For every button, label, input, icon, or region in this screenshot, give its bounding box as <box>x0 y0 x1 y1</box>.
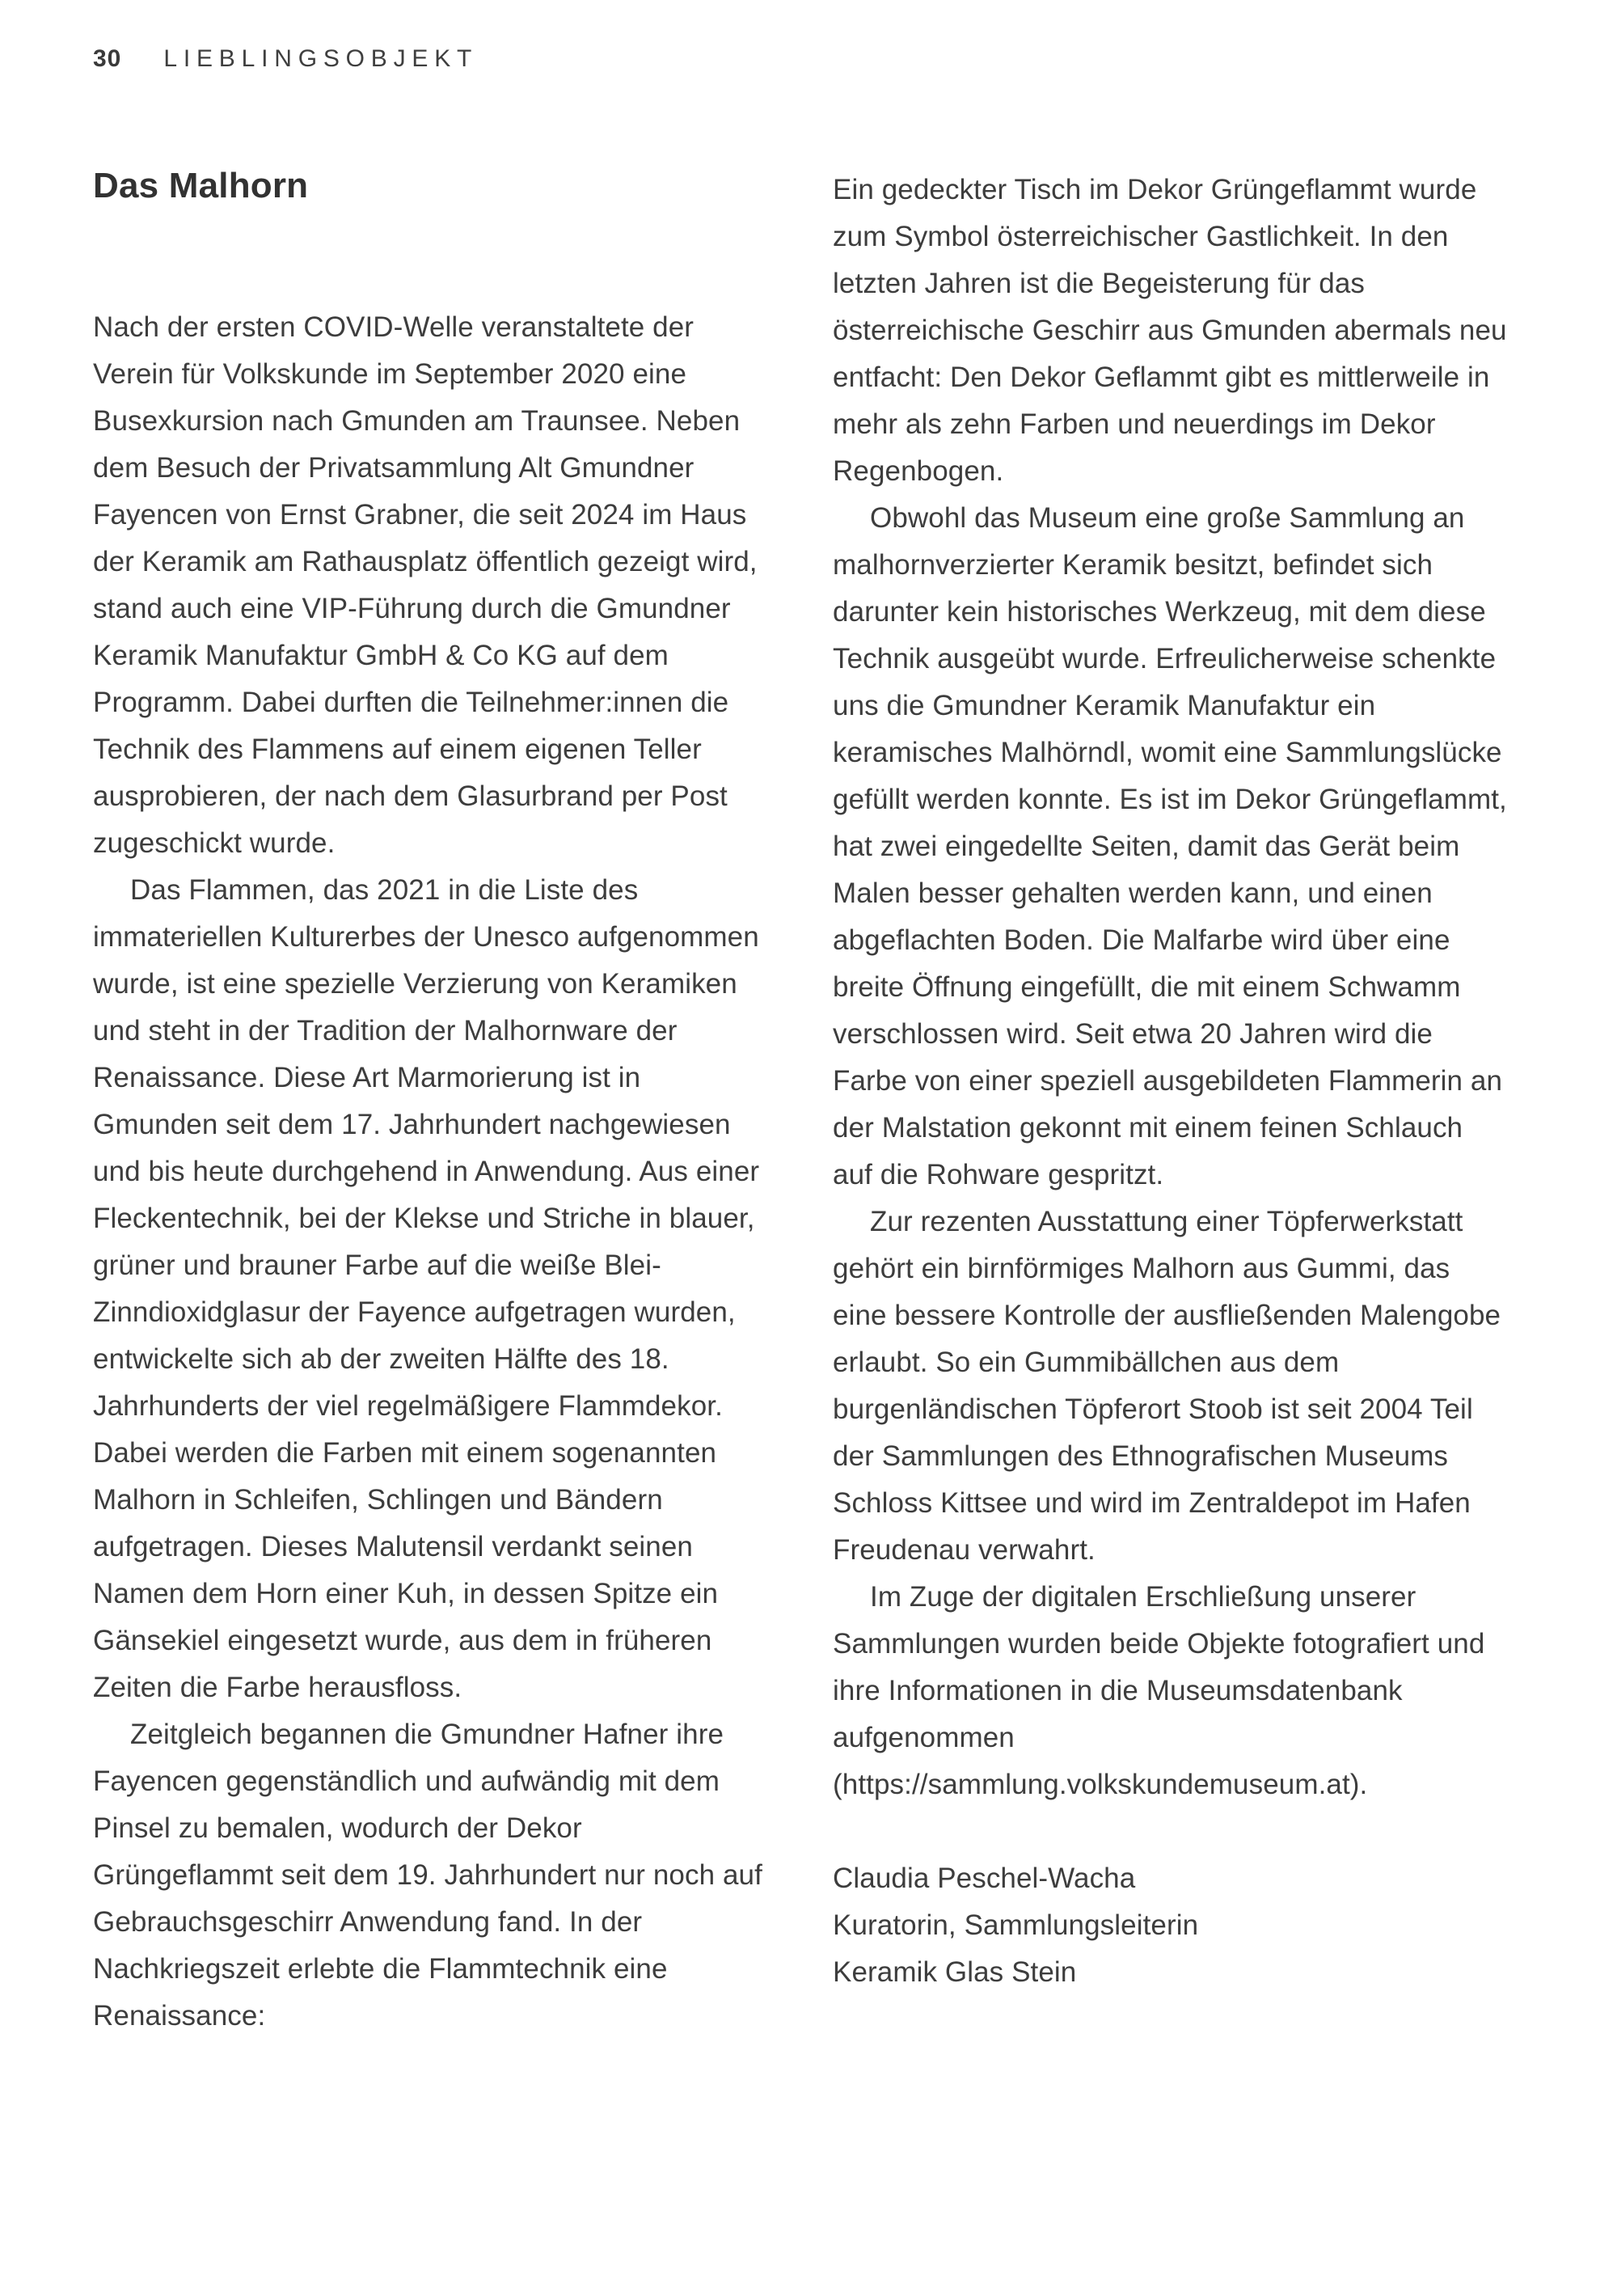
author-role: Kuratorin, Sammlungsleiterin <box>833 1909 1199 1941</box>
left-column <box>93 167 768 2040</box>
paragraph: Das Flammen, das 2021 in die Liste des immateriellen Kulturerbes der Unesco aufgenommen wurde, ist eine spezielle Verzierung von Keramiken und steht in der Tradition der Malhornware der Renaissance. Diese Art Marmorierung ist in Gmunden seit dem 17. Jahrhundert nachgewiesen und bis heute durchgehend in Anwendung. Aus einer Fleckentechnik, bei der Klekse und Striche in blauer, grüner und brauner Farbe auf die weiße Blei-Zinndioxidglasur der Fayence aufgetragen wurden, entwickelte sich ab der zweiten Hälfte des 18. Jahrhunderts der viel regelmäßigere Flammdekor. Dabei werden die Farben mit einem sogenannten Malhorn in Schleifen, Schlingen und Bändern aufgetragen. Dieses Malutensil verdankt seinen Namen dem Horn einer Kuh, in dessen Spitze ein Gänsekiel eingesetzt wurde, aus dem in früheren Zeiten die Farbe herausfloss. <box>93 874 760 1704</box>
author-department: Keramik Glas Stein <box>833 1956 1077 1988</box>
paragraph: Zur rezenten Ausstattung einer Töpferwerkstatt gehört ein birnförmiges Malhorn aus Gummi, das eine bessere Kontrolle der ausfließenden Malengobe erlaubt. So ein Gummibällchen aus dem burgenländischen Töpferort Stoob ist seit 2004 Teil der Sammlungen des Ethnografischen Museums Schloss Kittsee und wird im Zentraldepot im Hafen Freudenau verwahrt. <box>833 1206 1501 1566</box>
paragraph: Nach der ersten COVID-Welle veranstaltete der Verein für Volkskunde im September 2020 eine Busexkursion nach Gmunden am Traunsee. Neben dem Besuch der Privatsammlung Alt Gmundner Fayencen von Ernst Grabner, die seit 2024 im Haus der Keramik am Rathausplatz öffentlich gezeigt wird, stand auch eine VIP-Führung durch die Gmundner Keramik Manufaktur GmbH & Co KG auf dem Programm. Dabei durften die Teilnehmer:innen die Technik des Flammens auf einem eigenen Teller ausprobieren, der nach dem Glasurbrand per Post zugeschickt wurde. <box>93 311 758 860</box>
section-label: LIEBLINGSOBJEKT <box>163 45 479 72</box>
paragraph: Obwohl das Museum eine große Sammlung an malhornverzierter Keramik besitzt, befindet sich darunter kein historisches Werkzeug, mit dem diese Technik ausgeübt wurde. Erfreulicherweise schenkte uns die Gmundner Keramik Manufaktur ein keramisches Malhörndl, womit eine Sammlungslücke gefüllt werden konnte. Es ist im Dekor Grüngeflammt, hat zwei eingedellte Seiten, damit das Gerät beim Malen besser gehalten werden kann, und einen abgeflachten Boden. Die Malfarbe wird über eine breite Öffnung eingefüllt, die mit einem Schwamm verschlossen wird. Seit etwa 20 Jahren wird die Farbe von einer speziell ausgebildeten Flammerin an der Malstation gekonnt mit einem feinen Schlauch auf die Rohware gespritzt. <box>833 502 1507 1190</box>
paragraph: Im Zuge der digitalen Erschließung unserer Sammlungen wurden beide Objekte fotografiert und ihre Informationen in die Museumsdatenbank aufgenommen (https://sammlung.volkskundemuseum.at). <box>833 1581 1485 1800</box>
article-columns <box>93 167 1524 2040</box>
right-column <box>833 167 1508 2040</box>
author-name: Claudia Peschel-Wacha <box>833 1863 1136 1894</box>
page-number: 30 <box>93 45 122 72</box>
author-block <box>833 1855 1508 1996</box>
paragraph: Ein gedeckter Tisch im Dekor Grüngeflammt wurde zum Symbol österreichischer Gastlichkeit. In den letzten Jahren ist die Begeisterung für das österreichische Geschirr aus Gmunden abermals neu entfacht: Den Dekor Geflammt gibt es mittlerweile in mehr als zehn Farben und neuerdings im Dekor Regenbogen. <box>833 174 1507 487</box>
page-header <box>93 47 1524 71</box>
article-title: Das Malhorn <box>93 166 309 205</box>
paragraph: Zeitgleich begannen die Gmundner Hafner ihre Fayencen gegenständlich und aufwändig mit dem Pinsel zu bemalen, wodurch der Dekor Grüngeflammt seit dem 19. Jahrhundert nur noch auf Gebrauchsgeschirr Anwendung fand. In der Nachkriegszeit erlebte die Flammtechnik eine Renaissance: <box>93 1719 762 2032</box>
